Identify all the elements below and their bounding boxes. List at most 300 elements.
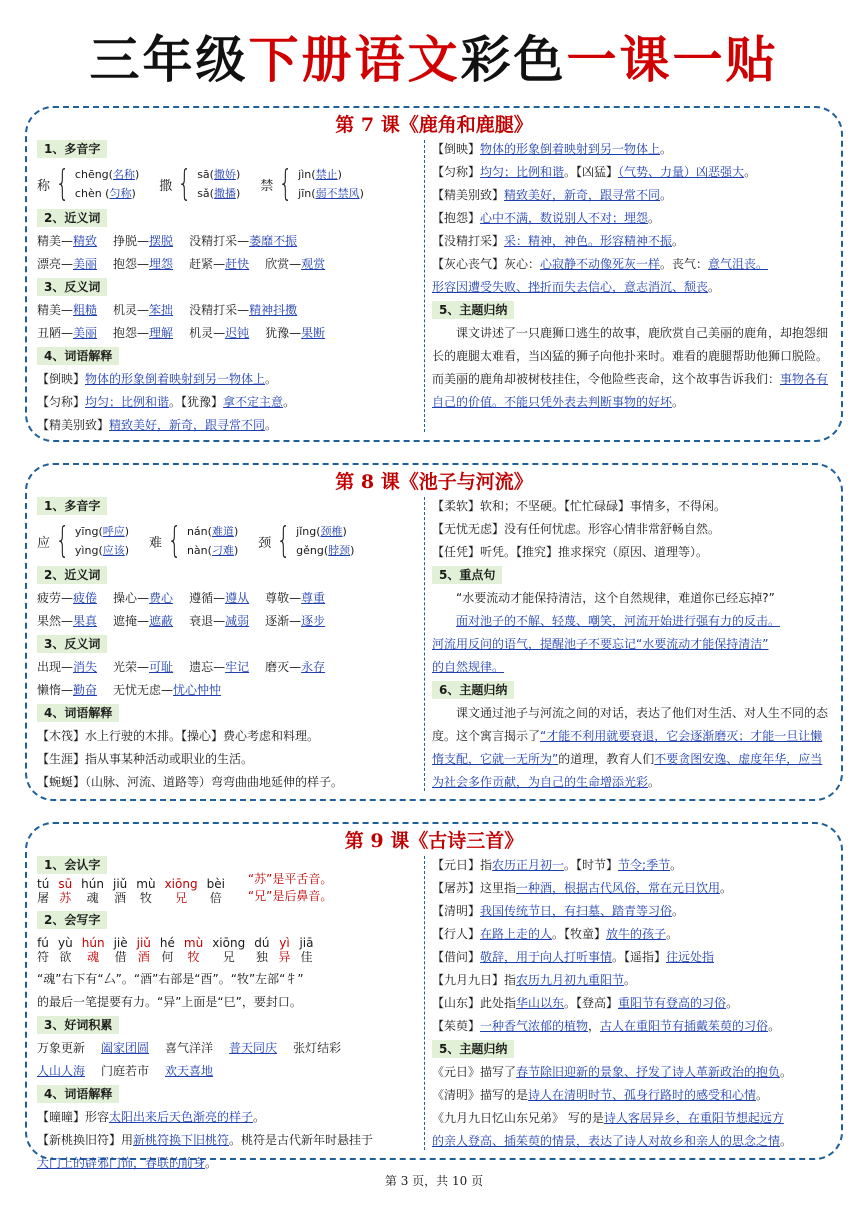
term-text: 【精美别致】 — [37, 418, 110, 432]
pinyin: hún — [81, 877, 104, 891]
column-divider — [424, 140, 425, 432]
pinyin-char — [278, 936, 290, 968]
lesson-9-left — [37, 854, 417, 1175]
key-sentence-analysis: 面对池子的不解、轻蔑、嘲笑，河流开始进行强有力的反击。 — [456, 614, 781, 628]
term-text: 。 — [670, 858, 683, 872]
synonym-list — [37, 230, 417, 276]
word: 操心— — [113, 591, 150, 605]
word: 没精打采— — [189, 303, 250, 317]
term-text: 【清明】 — [432, 904, 481, 918]
word-pair — [189, 230, 297, 253]
section-heading: 1、会认字 — [37, 856, 107, 874]
definition-text: 重阳节有登高的习俗 — [618, 996, 727, 1010]
word-pair-row — [37, 587, 417, 610]
good-word: 张灯结彩 — [293, 1041, 342, 1055]
brace-icon: { — [278, 163, 293, 204]
explanation-line — [37, 391, 417, 414]
lesson-9-panel — [25, 822, 843, 1170]
pinyin-char — [165, 877, 198, 905]
section-heading: 1、多音字 — [37, 497, 107, 515]
word: 遵循— — [189, 591, 226, 605]
hanzi: 兄 — [175, 891, 188, 905]
word: 机灵— — [189, 326, 226, 340]
antonym-list — [37, 656, 417, 702]
pinyin: chèn ( — [74, 187, 110, 200]
word-pair — [113, 322, 173, 345]
definition-text: 往远处指 — [666, 950, 715, 964]
example-word: 颈椎 — [320, 525, 343, 538]
explanation-line — [432, 276, 832, 299]
section-heading: 3、反义词 — [37, 635, 107, 653]
pair-word: 精致 — [73, 234, 98, 248]
word-pair-row — [37, 679, 417, 702]
polyphone-readings — [197, 165, 240, 203]
lesson-7-right — [432, 138, 832, 414]
term-text: 。【遥指】 — [612, 950, 667, 964]
good-word: 普天同庆 — [229, 1041, 278, 1055]
polyphone-char: 禁 — [260, 178, 274, 194]
polyphone-char: 称 — [37, 178, 51, 194]
pair-word: 迟钝 — [225, 326, 250, 340]
word-pair — [37, 230, 97, 253]
explanation-line — [432, 207, 832, 230]
word-pair — [265, 610, 325, 633]
polyphone-readings — [75, 165, 139, 203]
word: 没精打采— — [189, 234, 250, 248]
term-text: 【行人】 — [432, 927, 481, 941]
word: 漂亮— — [37, 257, 74, 271]
polyphone-reading — [298, 165, 364, 184]
definition-text: 华山以东 — [516, 996, 565, 1010]
word-pair — [113, 230, 173, 253]
pair-word: 精神抖擞 — [249, 303, 298, 317]
explanation-line — [432, 138, 832, 161]
polyphone-char: 颈 — [258, 535, 272, 551]
brace-icon: { — [276, 520, 291, 561]
term-text: 。【犹豫】 — [169, 395, 224, 409]
paren: ) — [235, 168, 241, 181]
word: 抱怨— — [113, 326, 150, 340]
hanzi: 苏 — [59, 891, 72, 905]
word: 磨灭— — [265, 660, 302, 674]
pinyin-char — [184, 936, 203, 968]
definition-text: 物体的形象倒着映射到另一物体上 — [480, 142, 661, 156]
pinyin: nán( — [186, 525, 212, 538]
pinyin: jiè — [113, 936, 128, 950]
paren: ) — [131, 187, 136, 200]
section-heading: 4、词语解释 — [37, 347, 119, 365]
explanation-line — [432, 541, 832, 564]
word-pair — [113, 587, 173, 610]
polyphone-group — [37, 521, 129, 561]
pinyin: jiā — [299, 936, 314, 950]
explanation-line — [432, 946, 832, 969]
definition-text: 古人在重阳节有插戴茱萸的习俗 — [600, 1019, 769, 1033]
example-word: 撒娇 — [213, 168, 236, 181]
definition-text: 采：精神，神色。形容精神不振 — [504, 234, 673, 248]
pinyin: sā( — [197, 168, 214, 181]
paren: ) — [337, 168, 342, 181]
word: 遮掩— — [113, 614, 150, 628]
paren: ) — [124, 525, 130, 538]
definition-text: 拿不定主意 — [223, 395, 284, 409]
pinyin: jǐng( — [296, 525, 321, 538]
brace-icon: { — [55, 520, 70, 561]
page-number: 第 3 页，共 10 页 — [384, 1174, 484, 1188]
term-text: 。 — [708, 280, 721, 294]
pinyin-char — [81, 877, 104, 905]
paren: ) — [124, 544, 130, 557]
word-pair-row — [37, 610, 417, 633]
word: 赶紧— — [189, 257, 226, 271]
word-pair — [189, 587, 249, 610]
polyphone-reading — [187, 541, 238, 560]
section-heading: 5、主题归纳 — [432, 301, 514, 319]
definition-text: 均匀；比例和谐 — [85, 395, 170, 409]
definition-text: 物体的形象倒着映射到另一物体上 — [85, 372, 266, 386]
pinyin-char — [37, 877, 49, 905]
word-pair — [37, 679, 97, 702]
word-pair — [113, 610, 173, 633]
polyphone-reading — [296, 522, 354, 541]
paren: ) — [235, 187, 241, 200]
explanation-line — [432, 495, 832, 518]
pinyin-char — [254, 936, 269, 968]
term-text: 。【凶猛】 — [564, 165, 619, 179]
term-text: 【蜿蜒】（山脉、河流、道路等）弯弯曲曲地延伸的样子。 — [37, 775, 344, 789]
pair-word: 消失 — [73, 660, 98, 674]
pinyin: nàn( — [186, 544, 212, 557]
polyphone-group — [159, 164, 240, 204]
word: 欣赏— — [265, 257, 302, 271]
term-text: 【茱萸】 — [432, 1019, 481, 1033]
writing-tip: “魂”右下有“厶”。“酒”右部是“酉”。“牧”左部“牜” — [37, 972, 304, 986]
word-pair — [265, 656, 325, 679]
definition-text: 一种酒，根据古代风俗，常在元日饮用 — [516, 881, 721, 895]
section-heading: 3、反义词 — [37, 278, 107, 296]
polyphone-row — [37, 518, 417, 564]
polyphone-reading — [298, 184, 364, 203]
word: 抱怨— — [113, 257, 150, 271]
definition-text: 精致美好，新奇，跟寻常不同 — [504, 188, 661, 202]
term-text: 【没精打采】 — [432, 234, 505, 248]
hanzi: 兄 — [222, 950, 235, 964]
term-text: 。 — [660, 188, 673, 202]
definition-text: 形容因遭受失败、挫折而失去信心，意志消沉、颓丧 — [432, 280, 709, 294]
word-pair-row — [37, 322, 417, 345]
lesson-8-right — [432, 495, 832, 794]
definition-text: 在路上走的人 — [480, 927, 553, 941]
term-text: 【抱怨】 — [432, 211, 481, 225]
word-pair — [113, 299, 173, 322]
pinyin: tú — [37, 877, 50, 891]
term-text: 【借问】 — [432, 950, 481, 964]
lesson-7-panel — [25, 106, 843, 442]
pair-word: 疲倦 — [73, 591, 98, 605]
definition-text: 农历正月初一 — [492, 858, 565, 872]
polyphone-group — [258, 521, 354, 561]
section-heading: 5、主题归纳 — [432, 1040, 514, 1058]
term-text: 【匀称】 — [37, 395, 86, 409]
pinyin-char — [160, 936, 175, 968]
antonym-list — [37, 299, 417, 345]
pinyin-char — [114, 936, 128, 968]
hanzi: 佳 — [300, 950, 313, 964]
word: 逐渐— — [265, 614, 302, 628]
word: 精美— — [37, 303, 74, 317]
hanzi: 魂 — [86, 891, 99, 905]
brace-icon: { — [55, 163, 70, 204]
pinyin-char — [207, 877, 225, 905]
explanation-list — [37, 725, 417, 794]
word: 挣脱— — [113, 234, 150, 248]
definition-text: 意气沮丧。 — [708, 257, 769, 271]
pinyin: sū — [58, 877, 73, 891]
pair-word: 美丽 — [73, 257, 98, 271]
pair-word: 埋怨 — [149, 257, 174, 271]
polyphone-reading — [296, 541, 354, 560]
section-heading: 1、多音字 — [37, 140, 107, 158]
example-word: 呼应 — [102, 525, 125, 538]
polyphone-readings — [296, 522, 354, 560]
pinyin: mù — [183, 936, 204, 950]
term-text: 。【时节】 — [564, 858, 619, 872]
word-pair-row — [37, 299, 417, 322]
explanation-list — [432, 854, 832, 1038]
explanation-list — [432, 138, 832, 299]
pinyin: hé — [159, 936, 175, 950]
pair-word: 逐步 — [301, 614, 326, 628]
good-word: 欢天喜地 — [165, 1064, 214, 1078]
hanzi: 异 — [278, 950, 291, 964]
explanation-line — [432, 161, 832, 184]
pair-word: 费心 — [149, 591, 174, 605]
explanation-line — [37, 414, 417, 437]
definition-text: 一种香气浓郁的植物 — [480, 1019, 589, 1033]
explanation-line — [432, 1015, 832, 1038]
hanzi: 酒 — [114, 891, 127, 905]
definition-text: 我国传统节日，有扫墓、踏青等习俗 — [480, 904, 673, 918]
term-text: 【屠苏】这里指 — [432, 881, 517, 895]
definition-text: 节令;季节 — [618, 858, 671, 872]
definition-text: 精致美好，新奇，跟寻常不同 — [109, 418, 266, 432]
pair-word: 遮蔽 — [149, 614, 174, 628]
pinyin-char — [136, 877, 155, 905]
pinyin: fú — [37, 936, 49, 950]
term-text: 【任凭】听凭。【推究】推求探究（原因、道理等）。 — [432, 545, 709, 559]
section-heading: 3、好词积累 — [37, 1016, 119, 1034]
example-word: 应该 — [102, 544, 125, 557]
explanation-line: 【曈曈】形容太阳出来后天色渐亮的样子。 — [37, 1110, 266, 1124]
word: 尊敬— — [265, 591, 302, 605]
pair-word: 勤奋 — [73, 683, 98, 697]
term-text: 。 — [720, 881, 733, 895]
polyphone-char: 应 — [37, 535, 51, 551]
term-text: 。 — [648, 211, 661, 225]
good-word: 万象更新 — [37, 1041, 86, 1055]
pinyin-chars — [37, 877, 234, 905]
pair-word: 美丽 — [73, 326, 98, 340]
pair-word: 萎靡不振 — [249, 234, 298, 248]
key-sentence-analysis: 的自然规律。 — [432, 660, 505, 674]
pair-word: 观赏 — [301, 257, 326, 271]
definition-text: 均匀；比例和谐 — [480, 165, 565, 179]
hanzi: 牧 — [187, 950, 200, 964]
explanation-line — [37, 725, 417, 748]
word-pair — [113, 656, 173, 679]
section-heading: 2、会写字 — [37, 911, 107, 929]
term-text: 。 — [672, 904, 685, 918]
definition-text: （气势、力量）凶恶强大 — [618, 165, 745, 179]
paren: ) — [342, 525, 347, 538]
word: 懒惰— — [37, 683, 74, 697]
synonym-list — [37, 587, 417, 633]
hanzi: 倍 — [209, 891, 222, 905]
polyphone-group — [37, 164, 139, 204]
paren: ) — [233, 544, 239, 557]
word-pair — [189, 610, 249, 633]
lesson-9-title: 第 9 课《古诗三首》 — [344, 830, 524, 852]
pinyin-char — [58, 936, 73, 968]
definition-text: 放牛的孩子 — [606, 927, 667, 941]
word: 疲劳— — [37, 591, 74, 605]
word: 丑陋— — [37, 326, 74, 340]
section-heading: 2、近义词 — [37, 566, 107, 584]
term-text: 。丧气： — [660, 257, 709, 271]
pair-word: 摆脱 — [149, 234, 174, 248]
lesson-7-title: 第 7 课《鹿角和鹿腿》 — [335, 114, 533, 136]
lesson-7-left — [37, 138, 417, 437]
pair-word: 粗糙 — [73, 303, 98, 317]
term-text: 【无忧无虑】没有任何忧虑。形容心情非常舒畅自然。 — [432, 522, 721, 536]
explanation-line — [37, 368, 417, 391]
word: 出现— — [37, 660, 74, 674]
pair-word: 赶快 — [225, 257, 250, 271]
term-text: 。 — [265, 418, 278, 432]
polyphone-group — [260, 164, 364, 204]
explanation-line: 【新桃换旧符】用新桃符换下旧桃符。桃符是古代新年时悬挂于 — [37, 1133, 374, 1147]
definition-text: 农历九月初九重阳节 — [516, 973, 625, 987]
hanzi: 魂 — [87, 950, 100, 964]
word-pair — [37, 253, 97, 276]
hanzi: 欲 — [59, 950, 72, 964]
brace-icon: { — [177, 163, 192, 204]
key-sentence: “水要流动才能保持清洁，这个自然规律，难道你已经忘掉?” — [456, 591, 775, 605]
brace-icon: { — [167, 520, 182, 561]
hanzi: 何 — [161, 950, 174, 964]
column-divider — [424, 497, 425, 791]
term-text: 【柔软】软和；不坚硬。【忙忙碌碌】事情多，不得闲。 — [432, 499, 727, 513]
key-sentence-analysis: 河流用反问的语气，提醒池子不要忘记“水要流动才能保持清洁” — [432, 637, 769, 651]
term-text: 。 — [624, 973, 637, 987]
pinyin-chars — [37, 936, 322, 968]
section-heading: 4、词语解释 — [37, 704, 119, 722]
pair-word: 遵从 — [225, 591, 250, 605]
pinyin-char — [137, 936, 151, 968]
explanation-line — [432, 854, 832, 877]
pinyin: chēng( — [74, 168, 113, 181]
term-text: 。 — [768, 1019, 781, 1033]
polyphone-reading — [197, 184, 240, 203]
example-word: 脖颈 — [328, 544, 351, 557]
definition-text: 敬辞，用于向人打听事情 — [480, 950, 613, 964]
theme-line: 《九月九日忆山东兄弟》 写的是诗人客居异乡，在重阳节想起远方 — [432, 1111, 784, 1125]
pair-word: 尊重 — [301, 591, 326, 605]
pinyin-char — [82, 936, 105, 968]
polyphone-row — [37, 161, 417, 207]
pinyin: jiǔ — [136, 936, 151, 950]
pinyin: jìn( — [298, 168, 316, 181]
explanation-line — [37, 771, 417, 794]
hanzi: 酒 — [137, 950, 150, 964]
paren: ) — [359, 187, 364, 200]
explanation-line — [432, 877, 832, 900]
pinyin: sǎ( — [197, 187, 214, 200]
word-pair-row — [37, 656, 417, 679]
word: 犹豫— — [265, 326, 302, 340]
hanzi: 符 — [37, 950, 50, 964]
polyphone-reading — [75, 165, 139, 184]
word: 无忧无虑— — [113, 683, 174, 697]
polyphone-readings — [75, 522, 129, 560]
explanation-line — [37, 748, 417, 771]
term-text: 。 — [660, 142, 673, 156]
pinyin: gěng( — [296, 544, 329, 557]
theme-line: 《清明》描写的是诗人在清明时节、孤身行路时的感受和心情。 — [432, 1088, 769, 1102]
explanation-line: 大门上的辟邪门饰，春联的前身。 — [37, 1156, 218, 1170]
explanation-line — [432, 969, 832, 992]
word-pair — [113, 253, 173, 276]
word-pair — [37, 587, 97, 610]
theme-paragraph: 课文讲述了一只鹿狮口逃生的故事，鹿欣赏自己美丽的鹿角，却抱怨细长的鹿腿太难看，当凶猛的狮子向他扑来时。难看的鹿腿帮助他狮口脱险。而美丽的鹿角却被树枝挂住，令他险些丧命，这个故事告诉我们：事物各有自己的价值。不能只凭外表去判断事物的好坏。 — [432, 326, 829, 409]
pinyin: yù — [58, 936, 73, 950]
polyphone-reading — [197, 165, 240, 184]
section-heading: 6、主题归纳 — [432, 681, 514, 699]
good-word: 人山人海 — [37, 1064, 86, 1078]
term-text: ， — [588, 1019, 601, 1033]
word-row — [37, 1037, 417, 1060]
word: 机灵— — [113, 303, 150, 317]
example-word: 弱不禁风 — [315, 187, 360, 200]
word-pair — [113, 679, 221, 702]
word-pair — [265, 253, 325, 276]
good-word: 喜气洋洋 — [165, 1041, 214, 1055]
pinyin: xiōng — [164, 877, 198, 891]
good-word: 阖家团圆 — [101, 1041, 150, 1055]
polyphone-char: 撒 — [159, 178, 173, 194]
writing-tip: 的最后一笔提要有力。“异”上面是“巳”，要封口。 — [37, 995, 302, 1009]
lesson-8-title: 第 8 课《池子与河流》 — [335, 471, 533, 493]
word-pair-row — [37, 230, 417, 253]
pinyin-char — [58, 877, 72, 905]
paren: ) — [233, 525, 239, 538]
term-text: 。【登高】 — [564, 996, 619, 1010]
explanation-line — [432, 184, 832, 207]
polyphone-readings — [298, 165, 364, 203]
term-text: 【元日】指 — [432, 858, 493, 872]
theme-line: 的亲人登高、插茱萸的情景，表达了诗人对故乡和亲人的思念之情。 — [432, 1134, 793, 1148]
word-pair — [265, 322, 325, 345]
pair-word: 忧心忡忡 — [173, 683, 222, 697]
page-title: 三年级下册语文彩色一课一贴 — [89, 30, 779, 89]
example-word: 刁难 — [211, 544, 234, 557]
pinyin: xiōng — [212, 936, 246, 950]
lesson-8-left — [37, 495, 417, 794]
word-pair-row — [37, 253, 417, 276]
term-text: 【倒映】 — [37, 372, 86, 386]
section-heading: 4、词语解释 — [37, 1085, 119, 1103]
hanzi: 牧 — [139, 891, 152, 905]
